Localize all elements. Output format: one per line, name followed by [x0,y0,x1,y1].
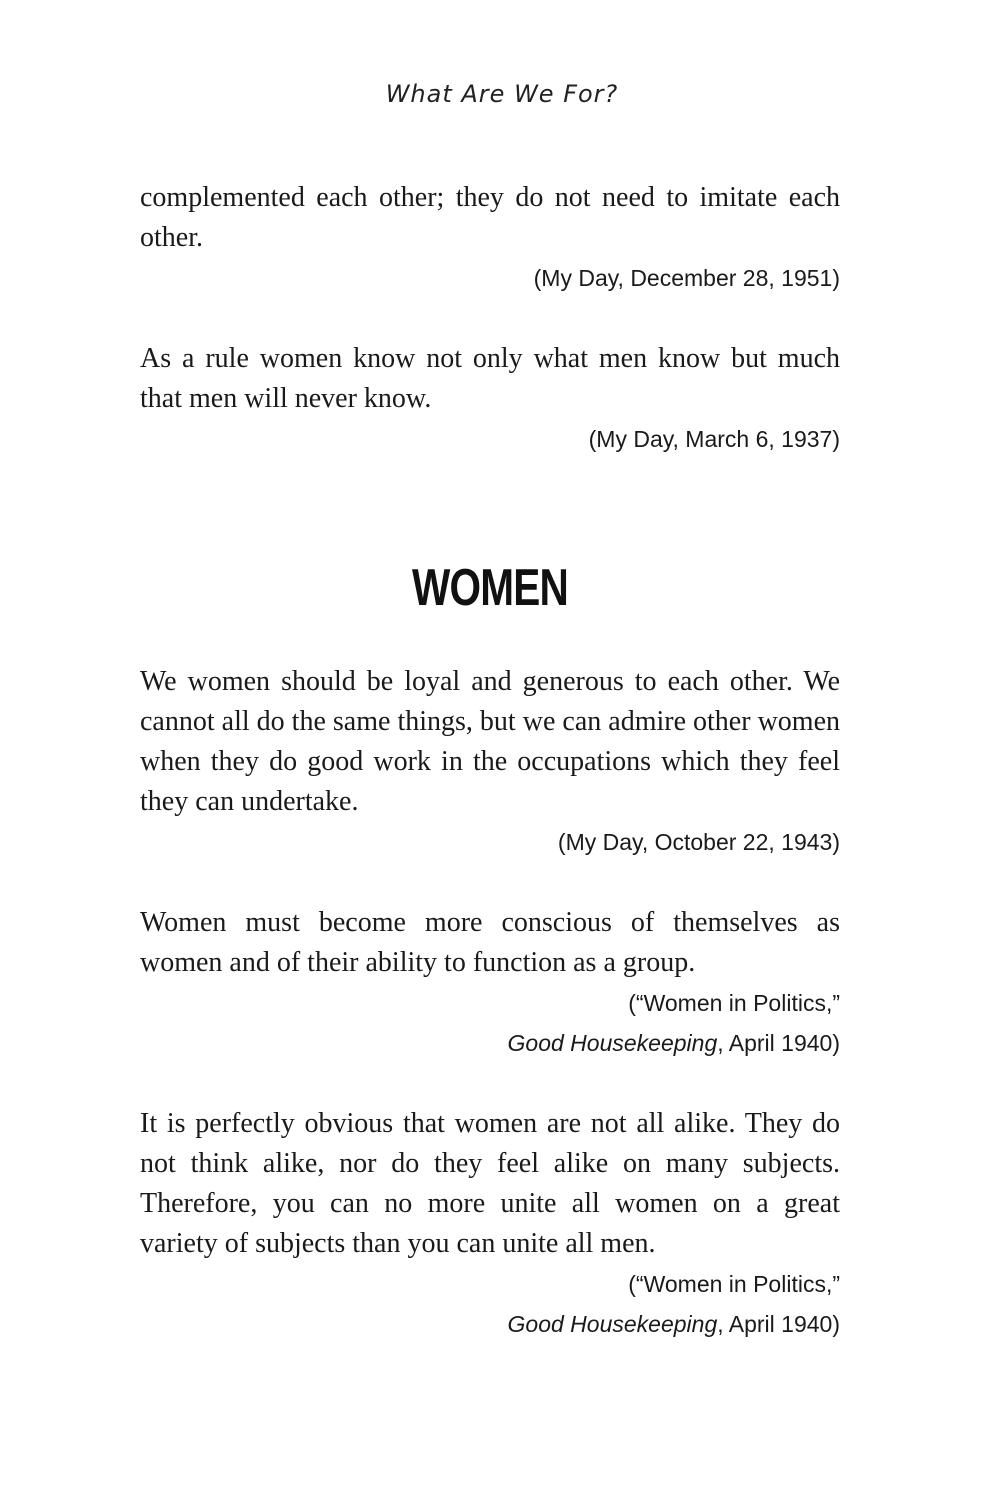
quote-block [140,662,840,862]
quote-text: It is perfectly obvious that women are not all alike. They do not think alike, nor do they feel alike on many subjects. Therefore, you can no more unite all women on a great variety of subjects than you can unite all men. [140,1108,840,1259]
quote-block [140,1104,840,1344]
quote-citation: (My Day, October 22, 1943) [557,829,840,855]
publication-title: Good Housekeeping [507,1030,718,1056]
quote-block [140,903,840,1063]
publication-title: Good Housekeeping [507,1311,718,1337]
publication-date: , April 1940) [717,1030,840,1056]
quote-citation-line1: (“Women in Politics,” [628,990,840,1016]
quote-citation: (My Day, December 28, 1951) [533,265,840,291]
quote-citation-line1: (“Women in Politics,” [628,1271,840,1297]
quote-text: complemented each other; they do not need to imitate each other. [140,182,840,253]
quote-citation-line2 [140,1304,840,1344]
quote-block [140,339,840,459]
publication-date: , April 1940) [717,1311,840,1337]
section-title: WOMEN [411,559,569,617]
running-head: What Are We For? [385,80,619,108]
quote-citation: (My Day, March 6, 1937) [588,426,840,452]
quote-text: We women should be loyal and generous to each other. We cannot all do the same things, but we can admire other women when they do good work in the occupations which they feel they can undertake. [140,666,840,817]
quote-text: Women must become more conscious of themselves as women and of their ability to function as a group. [140,907,840,978]
page-content [140,178,840,1385]
quote-block [140,178,840,298]
quote-citation-line2 [140,1023,840,1063]
quote-text: As a rule women know not only what men know but much that men will never know. [140,343,840,414]
